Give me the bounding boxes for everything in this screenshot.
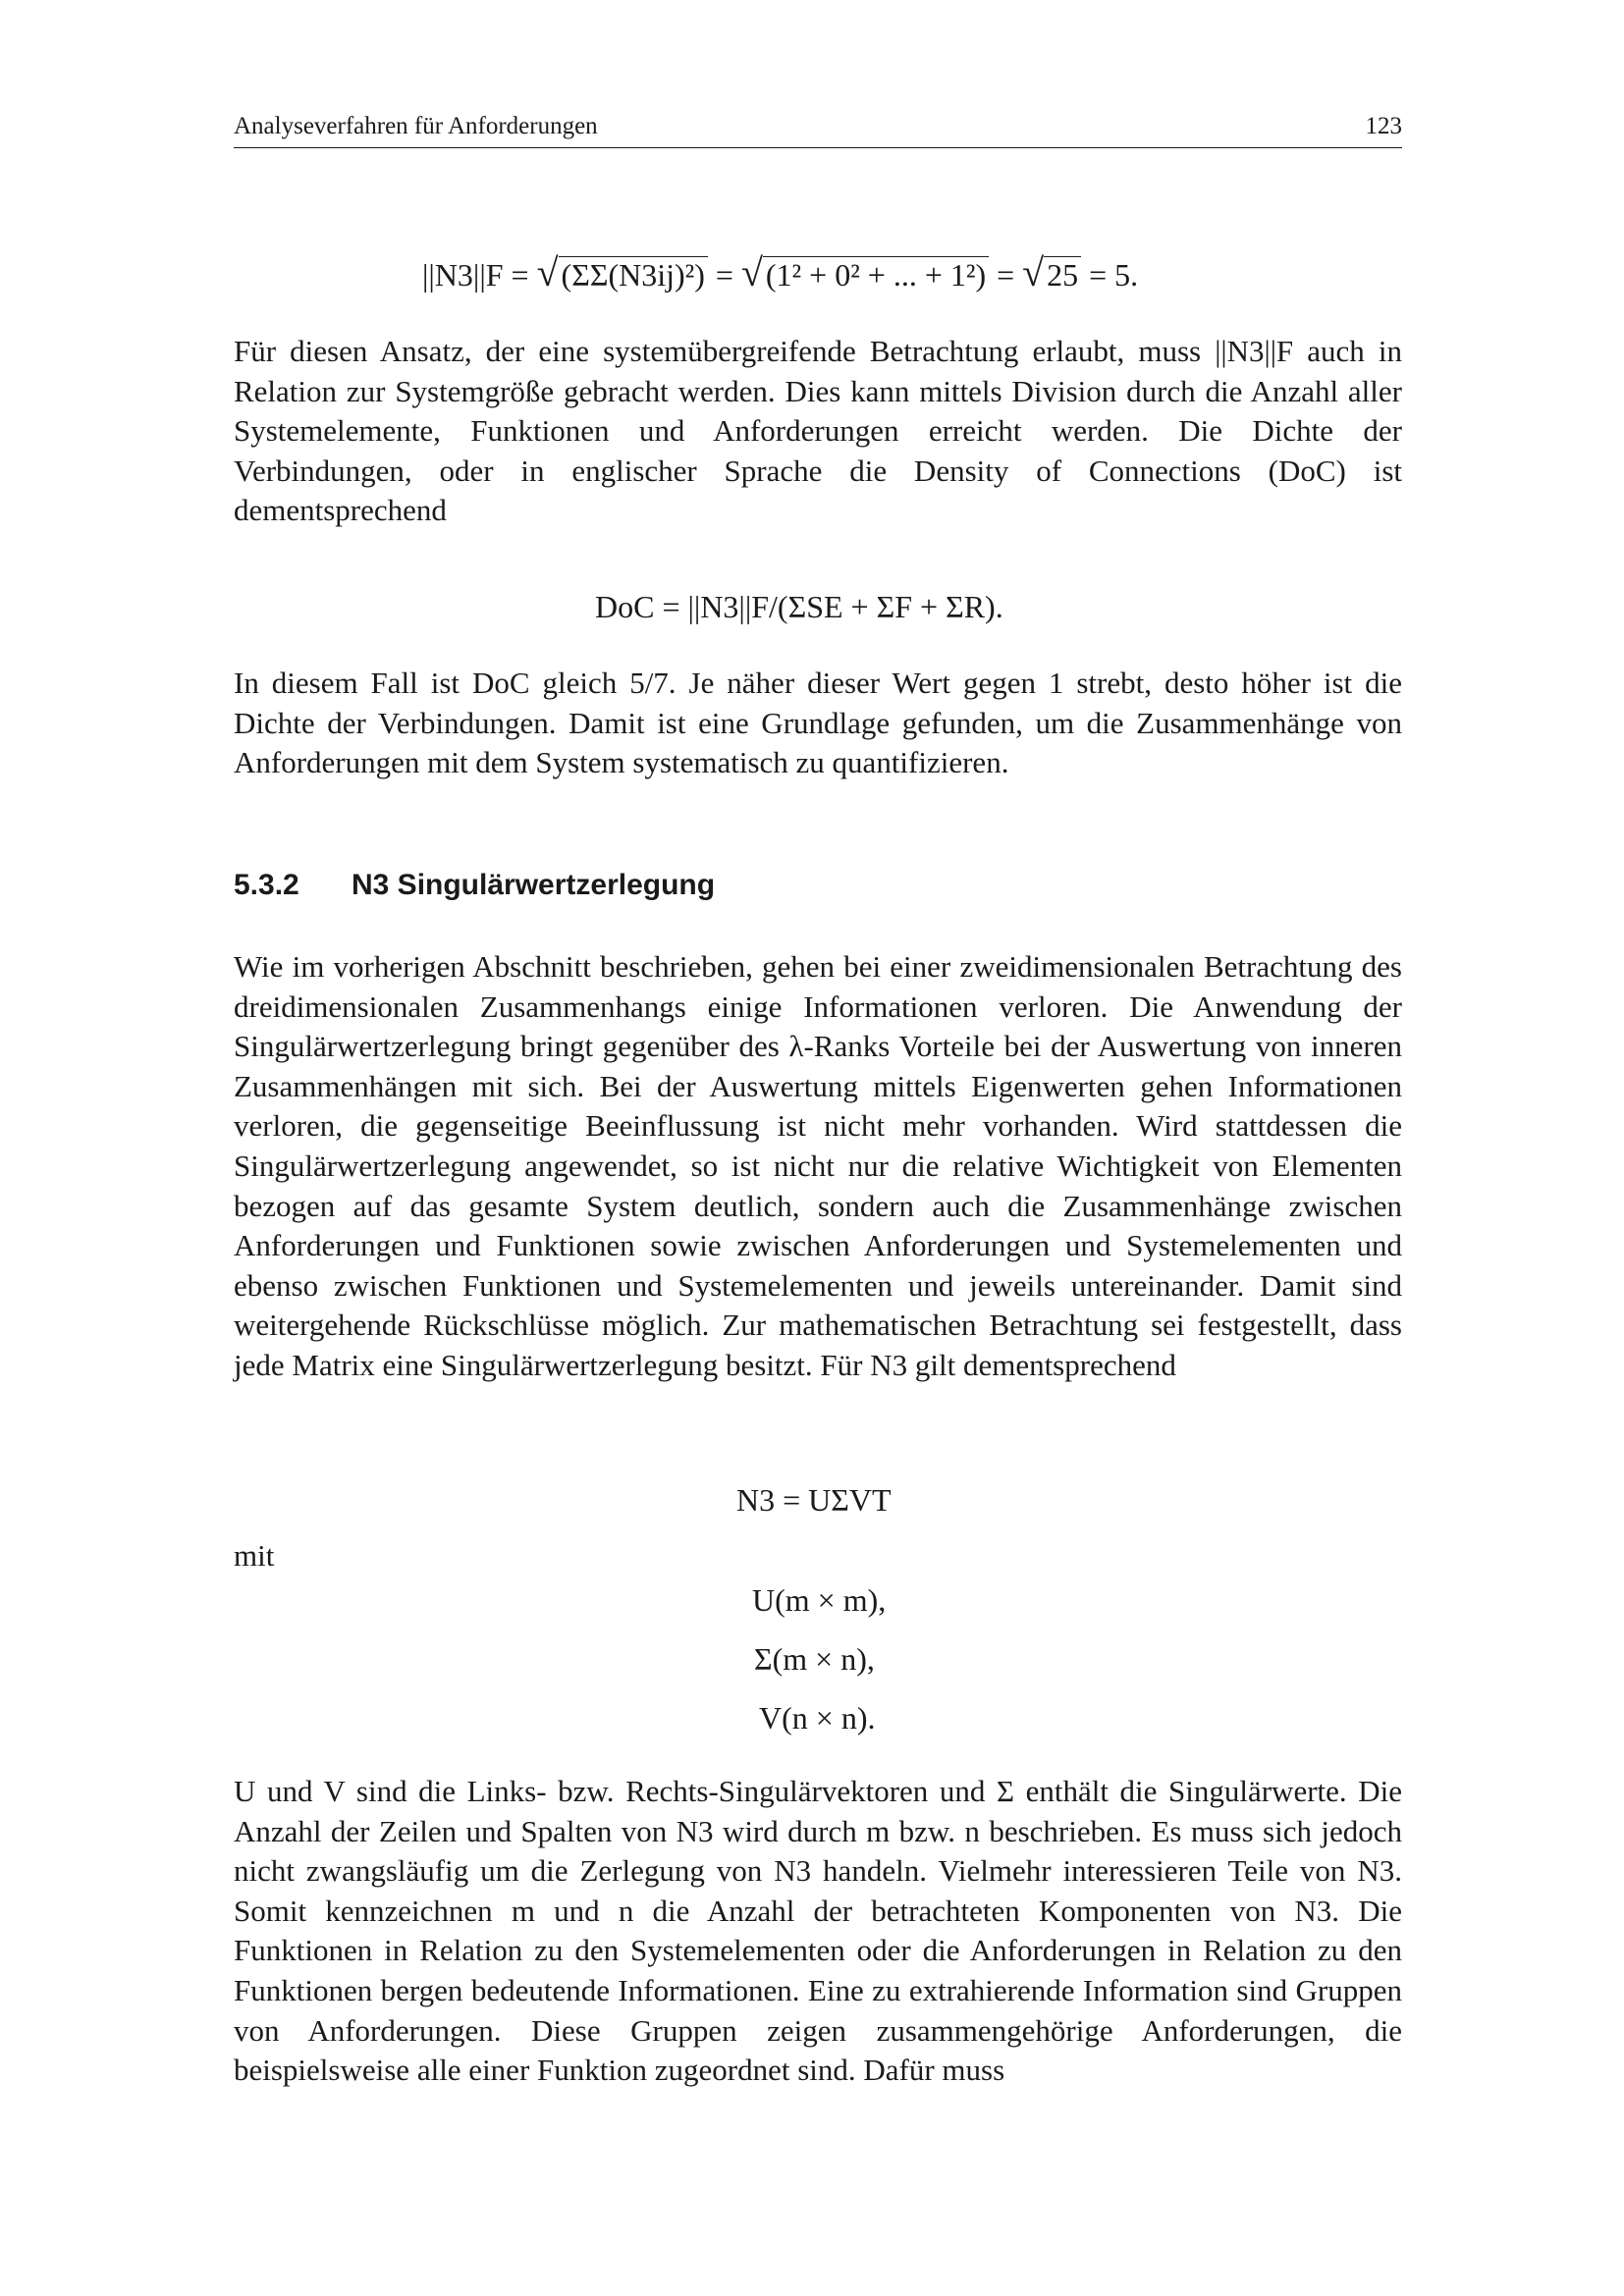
section-title: N3 Singulärwertzerlegung <box>352 869 716 901</box>
sqrt-term-3: √ 25 <box>1022 253 1081 293</box>
paragraph-1: Für diesen Ansatz, der eine systemübergreifende Betrachtung erlaubt, muss ||N3||F auch in Relation zur Systemgröße gebracht werden. Dies kann mittels Division durch die Anzahl aller Systemelemente, Funktionen und Anforderungen erreicht werden. Die Dichte der Verbindungen, oder in englischer Sprache die Density of Connections (DoC) ist dementsprechend <box>234 334 1402 528</box>
paragraph-4: U und V sind die Links- bzw. Rechts-Singulärvektoren und Σ enthält die Singulärwerte. Die Anzahl der Zeilen und Spalten von N3 wird durch m bzw. n beschrieben. Es muss sich jedoch nicht zwangsläufig um die Zerlegung von N3 handeln. Vielmehr interessieren Teile von N3. Somit kennzeichnen m und n die Anzahl der betrachteten Komponenten von N3. Die Funktionen in Relation zu den Systemelementen oder die Anforderungen in Relation zu den Funktionen bergen bedeutende Informationen. Eine zu extrahierende Information sind Gruppen von Anforderungen. Diese Gruppen zeigen zusammengehörige Anforderungen, die beispielsweise alle einer Funktion zugeordnet sind. Dafür muss <box>234 1774 1402 2088</box>
formula-frobenius-norm <box>422 250 1139 294</box>
running-title: Analyseverfahren für Anforderungen <box>234 113 598 139</box>
radicand-1: (ΣΣ(N3ij)²) <box>559 256 708 293</box>
paragraph-3: Wie im vorherigen Abschnitt beschrieben, gehen bei einer zweidimensionalen Betrachtung des dreidimensionalen Zusammenhangs einige Informationen verloren. Die Anwendung der Singulärwertzerlegung bringt gegenüber des λ-Ranks Vorteile bei der Auswertung von inneren Zusammenhängen mit sich. Bei der Auswertung mittels Eigenwerten gehen Informationen verloren, die gegenseitige Beeinflussung ist nicht mehr vorhanden. Wird stattdessen die Singulärwertzerlegung angewendet, so ist nicht nur die relative Wichtigkeit von Elementen bezogen auf das gesamte System deutlich, sondern auch die Zusammenhänge zwischen Anforderungen und Funktionen sowie zwischen Anforderungen und Systemelementen und ebenso zwischen Funktionen und Systemelementen und jeweils untereinander. Damit sind weitergehende Rückschlüsse möglich. Zur mathematischen Betrachtung sei festgestellt, dass jede Matrix eine Singulärwertzerlegung besitzt. Für N3 gilt dementsprechend <box>234 949 1402 1382</box>
section-heading <box>234 867 715 904</box>
running-head <box>234 112 1402 148</box>
mit-label: mit <box>234 1538 275 1573</box>
formula-result: = 5. <box>1089 257 1139 293</box>
page-number: 123 <box>1365 113 1402 139</box>
section-number: 5.3.2 <box>234 869 299 901</box>
radicand-3: 25 <box>1044 256 1081 293</box>
formula-svd: N3 = UΣVT <box>736 1482 892 1518</box>
dimension-sigma: Σ(m × n), <box>754 1641 875 1677</box>
formula-eq-2: = <box>997 257 1015 293</box>
paragraph-2: In diesem Fall ist DoC gleich 5/7. Je näher dieser Wert gegen 1 strebt, desto höher ist die Dichte der Verbindungen. Damit ist eine Grundlage gefunden, um die Zusammenhänge von Anforderungen mit dem System systematisch zu quantifizieren. <box>234 666 1402 780</box>
formula-eq-1: = <box>715 257 733 293</box>
sqrt-term-2: √ (1² + 0² + ... + 1²) <box>741 253 989 293</box>
formula-lhs: ||N3||F = <box>422 257 529 293</box>
formula-doc: DoC = ||N3||F/(ΣSE + ΣF + ΣR). <box>595 589 1003 624</box>
dimension-u: U(m × m), <box>752 1582 887 1618</box>
radicand-2: (1² + 0² + ... + 1²) <box>763 256 989 293</box>
dimension-v: V(n × n). <box>759 1700 876 1735</box>
sqrt-term-1: √ (ΣΣ(N3ij)²) <box>537 253 708 293</box>
